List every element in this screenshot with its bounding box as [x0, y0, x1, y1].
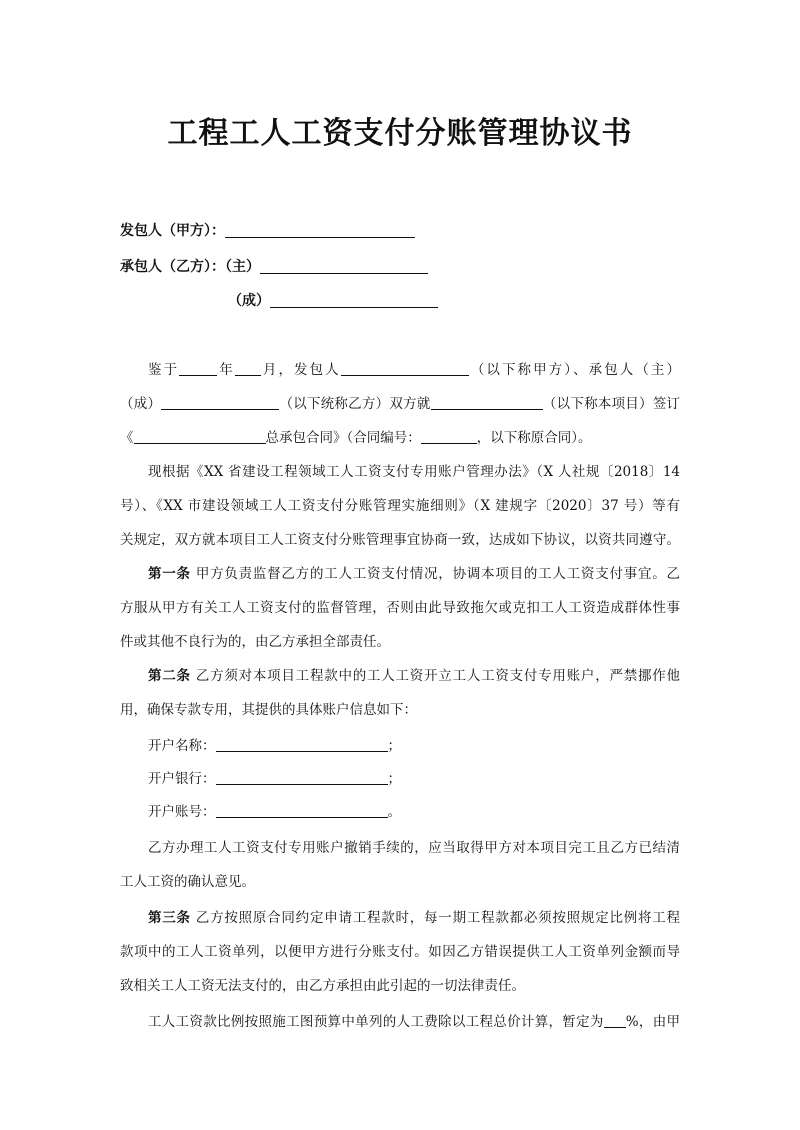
article-1-title: 第一条: [148, 566, 191, 582]
blank-contractor: [161, 396, 279, 410]
blank-employer: [341, 362, 469, 376]
account-bank-row: [148, 767, 708, 787]
text: （以下称甲方）、承包人（主）: [468, 362, 681, 378]
para-line-6: 关规定，双方就本项目工人工资支付分账管理事宜协商一致，达成如下协议，以资共同遵守。: [120, 532, 680, 548]
para-line-2: [120, 392, 680, 412]
text: %，由甲: [625, 1014, 681, 1030]
article-3-line-1: [148, 906, 680, 926]
contractor-main-label: （主）: [225, 259, 260, 275]
article-2-line-2: 用，确保专款专用，其提供的具体账户信息如下：: [120, 702, 417, 718]
account-name-blank: [216, 738, 388, 752]
account-bank-label: 开户银行：: [148, 771, 216, 787]
blank-contract-name: [134, 430, 266, 444]
text: 乙方按照原合同约定申请工程款时，每一期工程款都必须按照规定比例将工程: [190, 910, 681, 926]
account-number-blank: [216, 804, 388, 818]
account-number-row: [148, 800, 708, 820]
account-bank-blank: [216, 771, 388, 785]
para-line-17: [148, 1010, 680, 1030]
para-line-5: 号）、《XX 市建设领域工人工资支付分账管理实施细则》（X 建规字〔2020〕37 号）等有: [120, 498, 680, 514]
para-line-3: [120, 426, 680, 446]
text: 甲方负责监督乙方的工人工资支付情况，协调本项目的工人工资支付事宜。乙: [190, 566, 681, 582]
employer-blank: [225, 223, 415, 238]
text: ；: [387, 771, 401, 787]
account-name-label: 开户名称：: [148, 738, 216, 754]
employer-line: [120, 220, 415, 240]
blank-month: [235, 362, 261, 376]
para-line-13: 工人工资的确认意见。: [120, 874, 255, 890]
article-2-line-1: [148, 664, 680, 684]
para-line-1: [120, 358, 680, 378]
contractor-label: 承包人（乙方）：: [120, 259, 225, 275]
contractor-sub-line: [228, 290, 438, 310]
article-3-title: 第三条: [148, 910, 191, 926]
text: 总承包合同》（合同编号：: [265, 430, 421, 446]
para-line-12: 乙方办理工人工资支付专用账户撤销手续的，应当取得甲方对本项目完工且乙方已结清: [148, 840, 680, 856]
article-2-title: 第二条: [148, 668, 191, 684]
article-1-line-3: 件或其他不良行为的，由乙方承担全部责任。: [120, 634, 390, 650]
text: ，以下称原合同）。: [476, 430, 592, 446]
contractor-main-blank: [260, 259, 428, 274]
text: （以下统称乙方）双方就: [279, 396, 431, 412]
para-line-4: 现根据《XX 省建设工程领域工人工资支付专用账户管理办法》（X 人社规〔2018〕14: [148, 464, 680, 480]
contractor-sub-label: （成）: [228, 293, 270, 309]
text: （以下称本项目）签订: [542, 396, 681, 412]
blank-project: [431, 396, 543, 410]
article-3-line-2: 款项中的工人工资单列，以便甲方进行分账支付。如因乙方错误提供工人工资单列金额而导: [120, 944, 680, 960]
employer-label: 发包人（甲方）：: [120, 223, 225, 239]
text: 《: [120, 430, 134, 446]
article-1-line-2: 方服从甲方有关工人工资支付的监督管理，否则由此导致拖欠或克扣工人工资造成群体性事: [120, 600, 680, 616]
document-title: 工程工人工资支付分账管理协议书: [167, 116, 633, 151]
blank-contract-no: [421, 430, 477, 444]
blank-year: [179, 362, 217, 376]
account-name-row: [148, 734, 708, 754]
text: ；: [387, 738, 401, 754]
text: 年: [217, 362, 235, 378]
text: 。: [387, 804, 401, 820]
contractor-line: [120, 256, 428, 276]
text: 鉴于: [148, 362, 180, 378]
blank-percent: [604, 1014, 626, 1028]
text: 月，发包人: [260, 362, 341, 378]
contractor-sub-blank: [270, 293, 438, 308]
account-number-label: 开户账号：: [148, 804, 216, 820]
text: 工人工资款比例按照施工图预算中单列的人工费除以工程总价计算，暂定为: [148, 1014, 604, 1030]
text: （成）: [120, 396, 162, 412]
text: 乙方须对本项目工程款中的工人工资开立工人工资支付专用账户，严禁挪作他: [190, 668, 681, 684]
article-3-line-3: 致相关工人工资无法支付的，由乙方承担由此引起的一切法律责任。: [120, 978, 525, 994]
article-1-line-1: [148, 562, 680, 582]
